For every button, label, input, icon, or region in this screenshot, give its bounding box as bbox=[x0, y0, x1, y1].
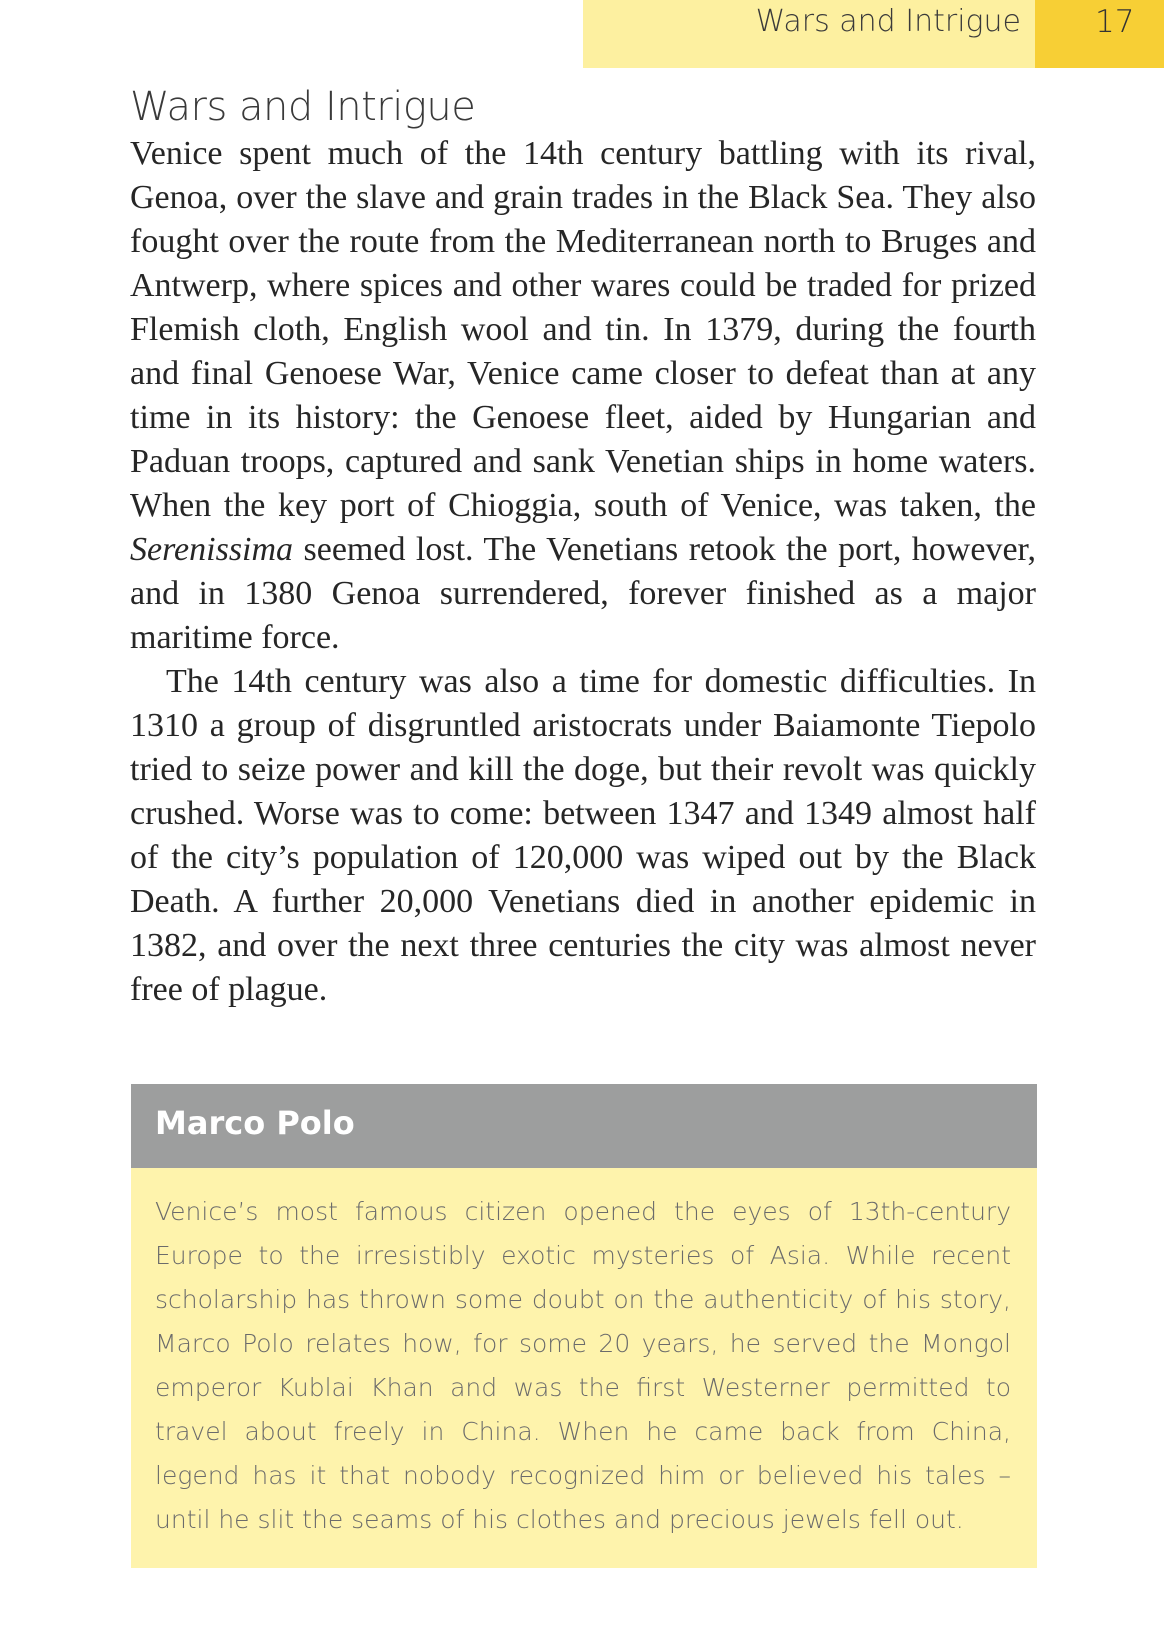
sidebar-text: Venice’s most famous citizen opened the eyes of 13th-century Europe to the irresistibly exotic mysteries of Asia. While recent scholarship has thrown some doubt on the authenticity of his story, Marco Polo relates how, for some 20 years, he served the Mongol emperor Kublai Khan and was the first Westerner permitted to travel about freely in China. When he came back from China, legend has it that nobody recognized him or believed his tales – until he slit the seams of his clothes and precious jewels fell out. bbox=[155, 1197, 1011, 1534]
sidebar-header bbox=[131, 1084, 1037, 1168]
paragraph-1-italic: Serenissima bbox=[130, 531, 294, 568]
sidebar-title: Marco Polo bbox=[155, 1104, 355, 1142]
running-head bbox=[583, 0, 1035, 68]
running-head-title: Wars and Intrigue bbox=[755, 4, 1021, 39]
paragraph-1-part-1: Venice spent much of the 14th century battling with its rival, Genoa, over the slave and grain trades in the Black Sea. They also fought over the route from the Mediterranean north to Bruges and Antwerp, where spices and other wares could be traded for prized Flemish cloth, English wool and tin. In 1379, during the fourth and final Genoese War, Venice came closer to defeat than at any time in its history: the Genoese fleet, aided by Hungarian and Paduan troops, captured and sank Venetian ships in home waters. When the key port of Chioggia, south of Venice, was taken, the bbox=[130, 135, 1036, 524]
sidebar-box bbox=[131, 1084, 1037, 1568]
paragraph-2: The 14th century was also a time for domestic difficulties. In 1310 a group of disgruntled aristocrats under Baiamonte Tiepolo tried to seize power and kill the doge, but their revolt was quickly crushed. Worse was to come: between 1347 and 1349 almost half of the city’s population of 120,000 was wiped out by the Black Death. A further 20,000 Venetians died in another epidemic in 1382, and over the next three centuries the city was almost never free of plague. bbox=[130, 663, 1036, 1008]
main-text bbox=[130, 82, 1036, 1012]
page-number-tab bbox=[1035, 0, 1164, 68]
paragraph-1 bbox=[130, 132, 1036, 660]
section-title: Wars and Intrigue bbox=[130, 84, 476, 130]
paragraph-1-part-2: seemed lost. The Venetians retook the port, however, and in 1380 Genoa surrendered, forever finished as a major maritime force. bbox=[130, 531, 1036, 656]
page-number: 17 bbox=[1095, 4, 1135, 40]
